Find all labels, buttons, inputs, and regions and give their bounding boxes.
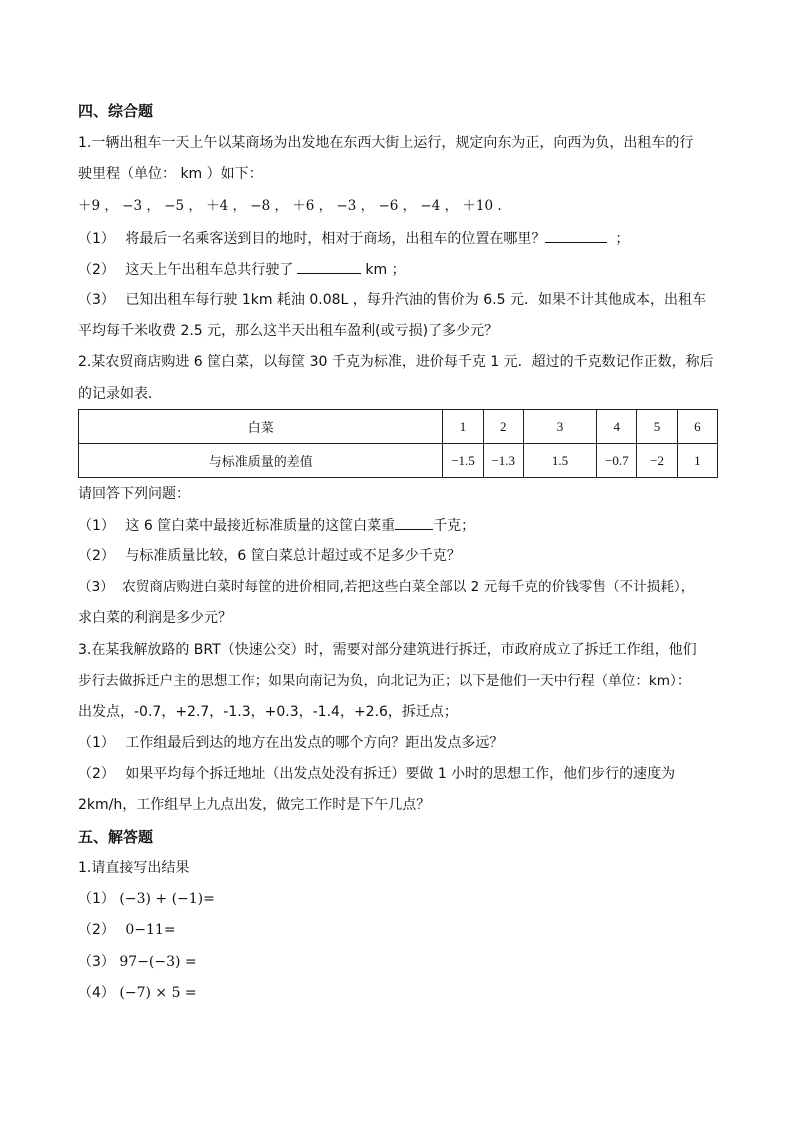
q2-part3-num: （3）: [78, 579, 114, 595]
table-cell-diff: −1.3: [483, 444, 523, 478]
s5-item-expr: 97−(−3) =: [119, 954, 197, 970]
s5-q1-line1: 1.请直接写出结果: [78, 860, 190, 876]
q2-line1: 2.某农贸商店购进 6 筐白菜，以每筐 30 千克为标准，进价每千克 1 元．超过的千克数记作正数，称后: [78, 354, 714, 370]
q2-part2-text: 与标准质量比较，6 筐白菜总计超过或不足多少千克？: [125, 548, 461, 564]
s5-item-num: （1）: [78, 891, 115, 907]
q3-line1: 3.在某我解放路的 BRT（快速公交）时，需要对部分建筑进行拆迁，市政府成立了拆迁工作组，他们: [78, 642, 697, 658]
table-row-label: 与标准质量的差值: [79, 444, 443, 478]
q2-part1-end: 千克；: [433, 518, 476, 534]
table-cell-index: 5: [637, 410, 677, 444]
q2-part1-num: （1）: [78, 518, 115, 534]
cabbage-table: [78, 409, 718, 478]
table-cell-diff: −1.5: [443, 444, 483, 478]
q1-part3-text: 已知出租车每行驶 1km 耗油 0.08L ，每升汽油的售价为 6.5 元．如果不计其他成本，出租车: [125, 292, 706, 308]
q3-part1-num: （1）: [78, 735, 115, 751]
q3-part2-num: （2）: [78, 766, 115, 782]
answer-blank[interactable]: [297, 259, 361, 274]
q2-line2: 的记录如表．: [78, 386, 162, 402]
table-cell-index: 1: [443, 410, 483, 444]
q2-part1: [78, 515, 475, 536]
section5-title: 五、解答题: [78, 828, 154, 846]
q3-line2: 步行去做拆迁户主的思想工作；如果向南记为负，向北记为正；以下是他们一天中行程（单位：km）：: [78, 673, 691, 689]
s5-item-num: （4）: [78, 985, 115, 1001]
q3-part2-line2: 2km/h，工作组早上九点出发，做完工作时是下午几点？: [78, 797, 431, 813]
q3-part2: [78, 764, 675, 784]
q3-part2-text: 如果平均每个拆迁地址（出发点处没有拆迁）要做 1 小时的思想工作，他们步行的速度为: [125, 766, 676, 782]
q2-part2: [78, 546, 461, 566]
table-header-label: 白菜: [79, 410, 443, 444]
q1-part2-num: （2）: [78, 262, 115, 278]
s5-item: [78, 920, 176, 940]
q1-part2-end: km ；: [365, 262, 406, 278]
table-cell-diff: 1.5: [523, 444, 596, 478]
s5-item-expr: 0−11=: [125, 922, 176, 938]
table-row: [79, 410, 718, 444]
q2-part3: [78, 577, 694, 597]
s5-item: [78, 889, 215, 909]
q3-part1: [78, 733, 503, 753]
s5-item-expr: (−7) × 5 =: [119, 985, 197, 1001]
s5-item-num: （2）: [78, 922, 115, 938]
q1-line1: 1.一辆出租车一天上午以某商场为出发地在东西大街上运行，规定向东为正，向西为负，出租车的行: [78, 135, 694, 151]
table-cell-index: 6: [677, 410, 717, 444]
q1-part1: [78, 228, 629, 249]
q1-part3-num: （3）: [78, 292, 115, 308]
table-cell-index: 2: [483, 410, 523, 444]
answer-blank[interactable]: [545, 228, 607, 243]
table-cell-index: 3: [523, 410, 596, 444]
s5-item-num: （3）: [78, 954, 115, 970]
q3-line3: 出发点，-0.7，+2.7，-1.3，+0.3，-1.4，+2.6，拆迁点；: [78, 704, 458, 720]
q2-part2-num: （2）: [78, 548, 115, 564]
s5-item-expr: (−3) + (−1)=: [119, 891, 215, 907]
q3-part1-text: 工作组最后到达的地方在出发点的哪个方向？距出发点多远？: [125, 735, 504, 751]
table-row: [79, 444, 718, 478]
q1-part2: [78, 259, 406, 280]
q2-part3-text: 农贸商店购进白菜时每筐的进价相同,若把这些白菜全部以 2 元每千克的价钱零售（不计损耗），: [122, 579, 695, 595]
section4-title: 四、综合题: [78, 102, 154, 120]
q1-part1-end: ；: [615, 231, 630, 247]
q1-data: ＋9 ， −3 ， −5 ， ＋4 ， −8 ， ＋6 ， −3 ， −6 ， −4 ， ＋10 .: [78, 198, 502, 214]
q1-part3-line2: 平均每千米收费 2.5 元，那么这半天出租车盈利(或亏损)了多少元？: [78, 323, 499, 339]
table-cell-diff: −0.7: [597, 444, 637, 478]
q2-part1-text: 这 6 筐白菜中最接近标准质量的这筐白菜重: [125, 518, 396, 534]
table-cell-diff: −2: [637, 444, 677, 478]
q1-part3: [78, 290, 706, 310]
q2-part3-line2: 求白菜的利润是多少元？: [78, 610, 232, 626]
s5-item: [78, 952, 197, 972]
answer-blank[interactable]: [395, 515, 433, 530]
s5-item: [78, 983, 197, 1003]
q1-part1-num: （1）: [78, 231, 115, 247]
q1-line2: 驶里程（单位： km ）如下：: [78, 166, 263, 182]
q2-ask: 请回答下列问题：: [78, 486, 190, 502]
table-cell-diff: 1: [677, 444, 717, 478]
table-cell-index: 4: [597, 410, 637, 444]
q1-part1-text: 将最后一名乘客送到目的地时，相对于商场，出租车的位置在哪里？: [125, 231, 546, 247]
q1-part2-text: 这天上午出租车总共行驶了: [125, 262, 294, 278]
